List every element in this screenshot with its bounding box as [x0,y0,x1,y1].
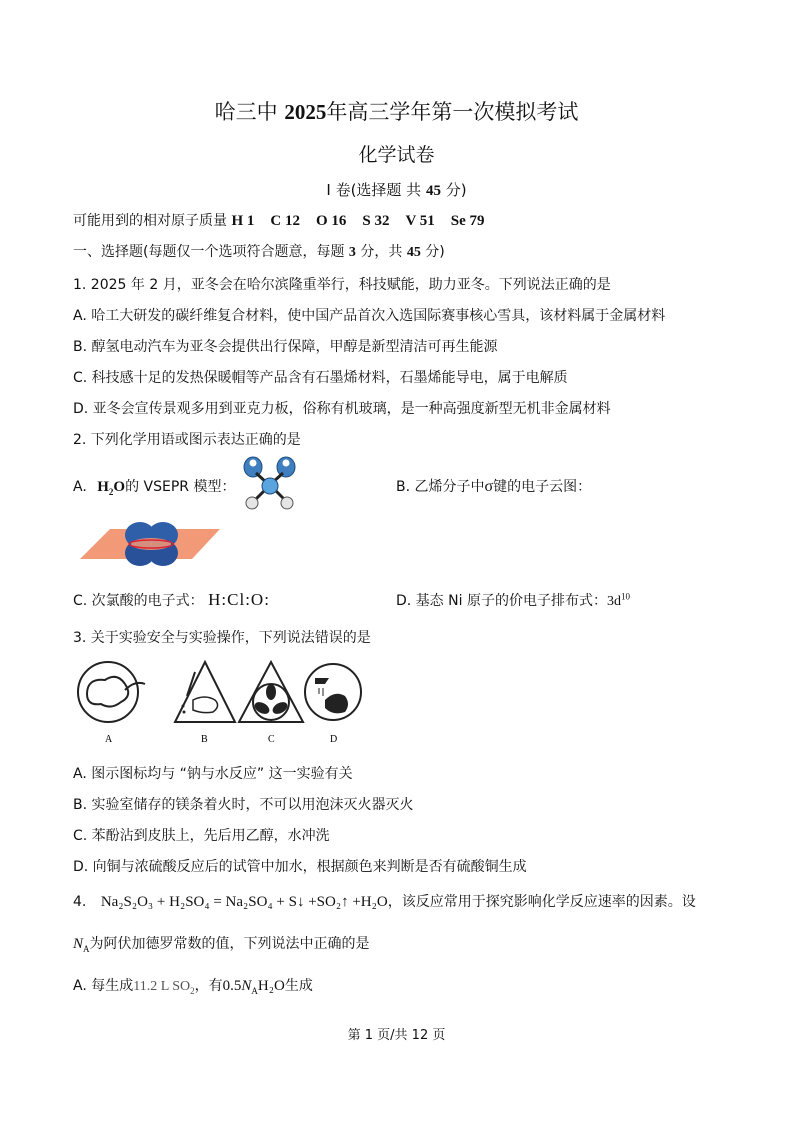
q3-stem: 3. 关于实验安全与实验操作，下列说法错误的是 [73,630,371,646]
icon-label-d: D [330,734,338,745]
q2-option-d: D. 基态 Ni 原子的价电子排布式：$3d^{10}$ [396,591,630,609]
sigma-bond-cloud-image [80,513,222,575]
safety-icon-d [305,664,361,720]
q2-stem: 2. 下列化学用语或图示表达正确的是 [73,432,301,448]
q1-option-c: C. 科技感十足的发热保暖帽等产品含有石墨烯材料，石墨烯能导电，属于电解质 [73,370,568,386]
safety-icon-c [239,662,303,722]
q1-option-b: B. 醇氢电动汽车为亚冬会提供出行保障，甲醇是新型清洁可再生能源 [73,339,498,355]
q3-option-d: D. 向铜与浓硫酸反应后的试管中加水，根据颜色来判断是否有硫酸铜生成 [73,859,527,875]
q3-option-b: B. 实验室储存的镁条着火时，不可以用泡沫灭火器灭火 [73,797,414,813]
q1-stem: 1. 2025 年 2 月，亚冬会在哈尔滨隆重举行，科技赋能，助力亚冬。下列说法正确的是 [73,277,611,293]
safety-icons [75,660,365,750]
safety-icon-a [78,662,145,722]
page-footer: 第 1 页/共 12 页 [347,1028,446,1043]
q4-option-a: A. 每生成11.2 L $SO_2$，有$0.5N_AH_2O$生成 [73,978,313,996]
q3-option-c: C. 苯酚沾到皮肤上，先后用乙醇，水冲洗 [73,828,330,844]
q2-option-a: A. $H_2O$的 VSEPR 模型： [73,479,236,497]
exam-title: 哈三中 2025年高三学年第一次模拟考试 [214,100,579,124]
icon-label-a: A [105,734,113,745]
safety-icon-b [175,662,235,722]
q2-option-c: C. 次氯酸的电子式： H:Cl:O: [73,590,270,609]
section-title: I 卷(选择题 共 45 分) [326,181,467,199]
q1-option-d: D. 亚冬会宣传景观多用到亚克力板，俗称有机玻璃，是一种高强度新型无机非金属材料 [73,401,611,417]
icon-label-c: C [268,734,275,745]
icon-label-b: B [201,734,208,745]
q1-option-a: A. 哈工大研发的碳纤维复合材料，使中国产品首次入选国际赛事核心雪具，该材料属于金属材料 [73,308,666,324]
vsepr-model-image [236,455,306,513]
part-one-heading: 一、选择题(每题仅一个选项符合题意，每题 3 分，共 45 分) [73,244,445,260]
q4-stem-2: $N_A$为阿伏加德罗常数的值，下列说法中正确的是 [73,936,370,954]
q3-option-a: A. 图示图标均与 “钠与水反应” 这一实验有关 [73,766,353,782]
atomic-mass-line: 可能用到的相对原子质量 H 1 C 12 O 16 S 32 V 51 Se 79 [73,213,485,229]
q2-option-b: B. 乙烯分子中σ键的电子云图： [396,478,592,495]
q4-stem: 4. Na₂S₂O₃ + H₂SO₄ = Na₂SO₄ + S↓ +SO₂↑ +H₂O，该反应常用于探究影响化学反应速率的因素。设 [73,894,696,910]
exam-subtitle: 化学试卷 [358,144,435,166]
